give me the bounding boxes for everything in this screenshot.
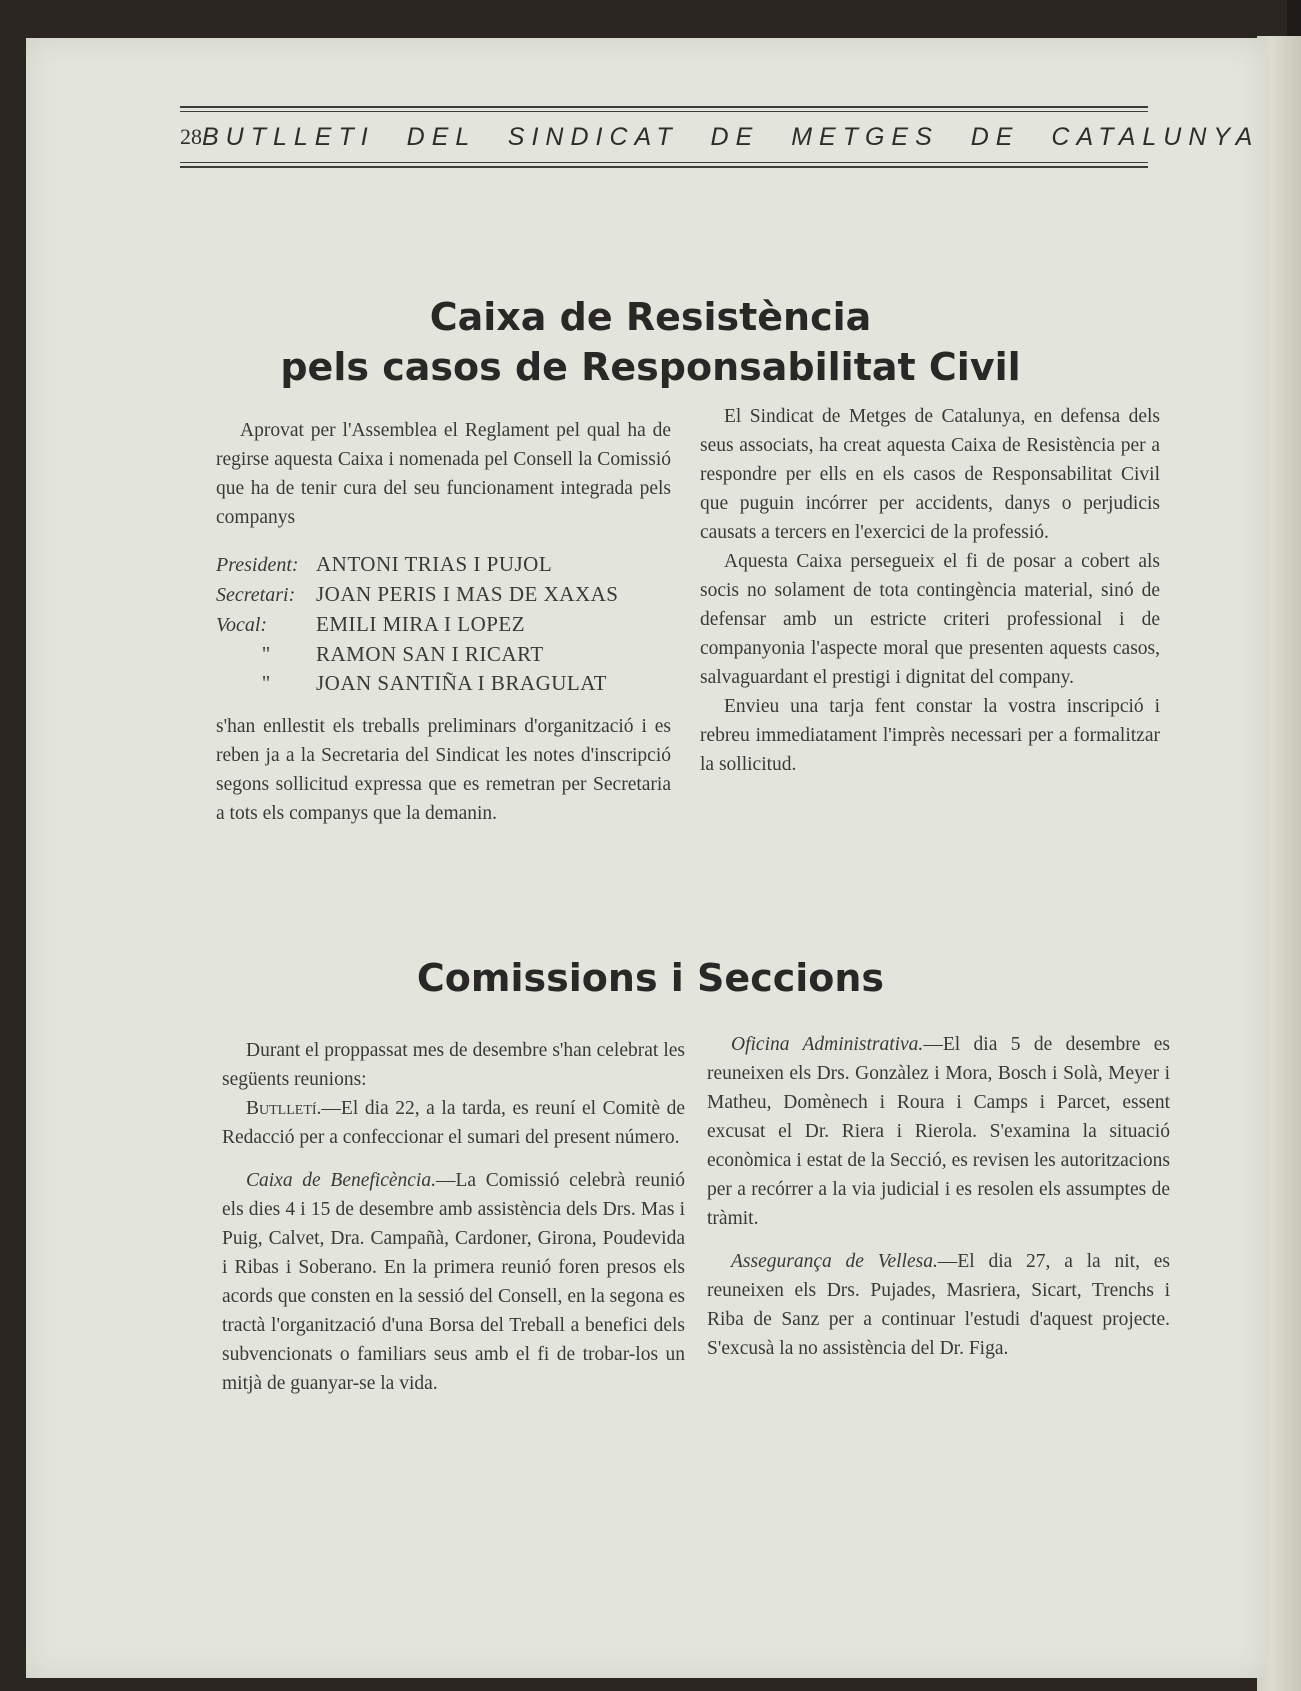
commission-roster — [216, 550, 671, 698]
roster-name: JOAN SANTIÑA I BRAGULAT — [316, 671, 607, 695]
paragraph-lead: Caixa de Beneficència. — [246, 1170, 436, 1191]
roster-role: " — [261, 642, 271, 666]
article1-right-paragraph: Aquesta Caixa persegueix el fi de posar a cobert als socis no solament de tota contingència material, sinó de defensar amb un estricte criteri professional i de companyonia l'aspecte moral que presenten aquests casos, salvaguardant el prestigi i dignitat del company. — [700, 551, 1160, 688]
roster-role: Vocal: — [216, 614, 268, 636]
journal-title: BUTLLETI DEL SINDICAT DE METGES DE CATALUNYA — [202, 122, 1260, 151]
paragraph-body: —La Comissió celebrà reunió els dies 4 i 15 de desembre amb assistència dels Drs. Mas i Puig, Calvet, Dra. Campañà, Cardoner, Girona, Poudevida i Ribas i Soberano. En la primera reunió foren presos els acords que consten en la sessió del Consell, en la segona es tractà l'organització d'una Borsa del Treball a benefici dels subvencionats o familiars seus amb el fi de trobar-los un mitjà de guanyar-se la vida. — [222, 1170, 685, 1394]
roster-role: President: — [216, 554, 299, 576]
article-title-line2: pels casos de Responsabilitat Civil — [280, 345, 1021, 389]
article1-right-column — [700, 402, 1160, 779]
article2-left-column — [222, 1036, 685, 1398]
article1-intro: Aprovat per l'Assemblea el Reglament pel qual ha de regirse aquesta Caixa i nomenada pel Consell la Comissió que ha de tenir cura del seu funcionament integrada pels companys — [216, 420, 671, 528]
article2-left-paragraph — [222, 1166, 685, 1398]
header-rule-bottom — [180, 166, 1148, 168]
header-rule-bottom-thin — [180, 162, 1148, 163]
paragraph-lead: Assegurança de Vellesa. — [731, 1251, 938, 1272]
header-rule-top — [180, 106, 1148, 108]
section-title: Comissions i Seccions — [416, 956, 885, 1000]
roster-row — [216, 580, 671, 610]
roster-name: RAMON SAN I RICART — [316, 642, 544, 666]
roster-name: EMILI MIRA I LOPEZ — [316, 612, 526, 636]
roster-row — [216, 669, 671, 698]
paragraph-body: —El dia 27, a la nit, es reuneixen els Drs. Pujades, Masriera, Sicart, Trenchs i Riba de Sanz per a continuar l'estudi d'aquest projecte. S'excusà la no assistència del Dr. Figa. — [707, 1251, 1170, 1359]
article2-right-paragraph — [707, 1247, 1170, 1363]
paragraph-lead: Oficina Administrativa. — [731, 1034, 924, 1055]
article1-right-paragraph: El Sindicat de Metges de Catalunya, en defensa dels seus associats, ha creat aquesta Caixa de Resistència per a respondre per ells en els casos de Responsabilitat Civil que puguin incórrer per accidents, danys o perjudicis causats a tercers en l'exercici de la professió. — [700, 406, 1160, 543]
document-page — [26, 38, 1266, 1678]
article2-right-column — [707, 1030, 1170, 1363]
paragraph-body: —El dia 5 de desembre es reuneixen els Drs. Gonzàlez i Mora, Bosch i Solà, Meyer i Matheu, Domènech i Roura i Camps i Parcet, essent excusat el Dr. Riera i Rierola. S'examina la situació econòmica i estat de la Secció, es revisen les autoritzacions per a recórrer a la via judicial i es resolen els assumptes de tràmit. — [707, 1034, 1170, 1229]
article2-left-paragraph — [222, 1094, 685, 1152]
article-title-line1: Caixa de Resistència — [429, 295, 872, 339]
article2-right-paragraph — [707, 1030, 1170, 1233]
roster-row — [216, 610, 671, 640]
roster-role: Secretari: — [216, 584, 296, 606]
paragraph-gap — [222, 1152, 685, 1166]
article1-after-roster: s'han enllestit els treballs preliminars d'organització i es reben ja a la Secretaria del Sindicat les notes d'inscripció segons sollicitud expressa que es remetran per Secretaria a tots els companys que la demanin. — [216, 716, 671, 824]
page-number: 28 — [180, 124, 202, 149]
article1-right-paragraph: Envieu una tarja fent constar la vostra inscripció i rebreu immediatament l'imprès necessari per a formalitzar la sollicitud. — [700, 696, 1160, 775]
roster-role: " — [261, 671, 271, 695]
paragraph-lead: Butlletí. — [246, 1098, 322, 1119]
roster-name: ANTONI TRIAS I PUJOL — [316, 552, 553, 576]
running-header — [180, 106, 1260, 168]
roster-row — [216, 640, 671, 669]
article1-left-column — [216, 416, 671, 828]
roster-name: JOAN PERIS I MAS DE XAXAS — [316, 582, 619, 606]
paragraph-body: —El dia 22, a la tarda, es reuní el Comitè de Redacció per a confeccionar el sumari del present número. — [222, 1098, 685, 1148]
paragraph-gap — [707, 1233, 1170, 1247]
article2-left-paragraph: Durant el proppassat mes de desembre s'han celebrat les següents reunions: — [222, 1040, 685, 1090]
roster-row — [216, 550, 671, 580]
